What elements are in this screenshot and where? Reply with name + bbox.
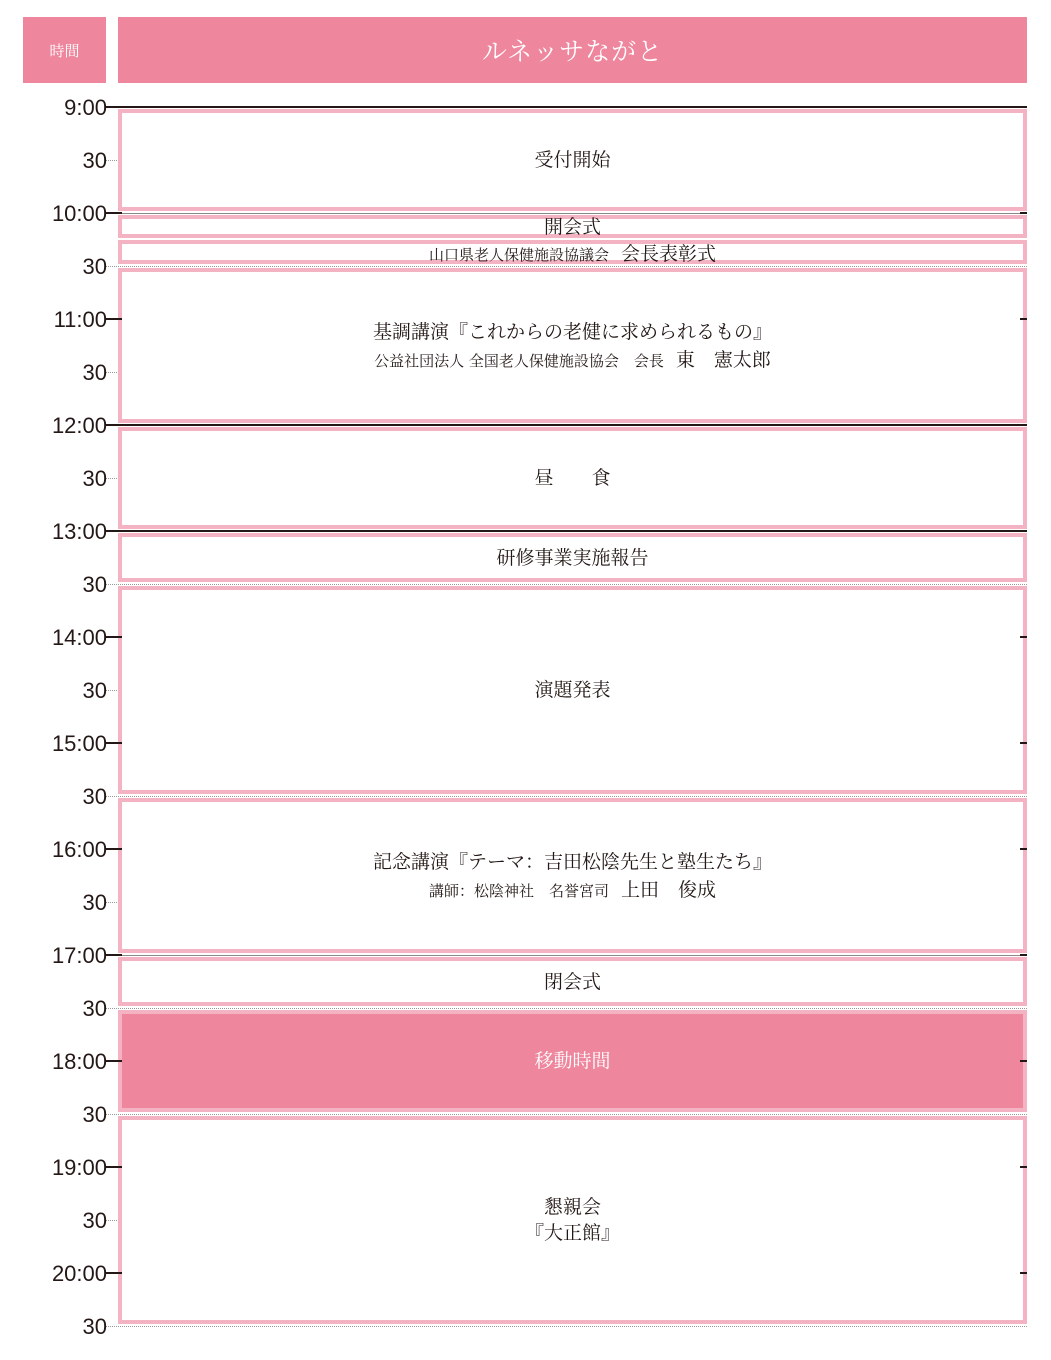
- event-title: 懇親会: [543, 1196, 601, 1218]
- event-reception: [118, 109, 1027, 211]
- event-keynote-lecture: [118, 268, 1027, 423]
- time-label: 17:00: [51, 943, 107, 968]
- hour-tick: [1020, 1060, 1027, 1062]
- event-social-party: [118, 1116, 1027, 1324]
- hour-tick: [1020, 318, 1027, 320]
- venue-header: ルネッサながと: [118, 17, 1027, 83]
- event-memorial-lecture: [118, 798, 1027, 953]
- hour-tick: [105, 848, 122, 850]
- hour-tick: [105, 742, 122, 744]
- grid-line: [105, 266, 1027, 267]
- event-award-ceremony: [118, 240, 1027, 264]
- hour-tick: [105, 212, 122, 214]
- event-org: 山口県老人保健施設協議会: [428, 245, 609, 264]
- time-label: 30: [82, 890, 107, 915]
- time-label: 15:00: [51, 731, 107, 756]
- time-label: 16:00: [51, 837, 107, 862]
- speaker-org: 公益社団法人 全国老人保健施設協会 会長: [374, 352, 664, 370]
- hour-tick: [1020, 636, 1027, 638]
- time-label: 13:00: [51, 519, 107, 544]
- event-title: 演題発表: [534, 679, 611, 701]
- hour-tick: [1020, 954, 1027, 956]
- event-lunch: [118, 427, 1027, 529]
- hour-tick: [105, 636, 122, 638]
- time-label: 30: [82, 784, 107, 809]
- grid-line: [105, 584, 1027, 585]
- hour-tick: [105, 530, 1027, 532]
- time-label: 30: [82, 466, 107, 491]
- event-opening-ceremony: [118, 215, 1027, 238]
- event-title: 昼 食: [534, 467, 611, 489]
- grid-line: [105, 1008, 1027, 1009]
- hour-tick: [1020, 1272, 1027, 1274]
- time-label: 20:00: [51, 1261, 107, 1286]
- time-label: 30: [82, 1208, 107, 1233]
- hour-tick: [105, 1272, 122, 1274]
- speaker-org: 講師：松陰神社 名誉宮司: [428, 882, 609, 900]
- time-label: 18:00: [51, 1049, 107, 1074]
- event-title: 受付開始: [534, 149, 611, 171]
- time-label: 30: [82, 1102, 107, 1127]
- time-label: 30: [82, 996, 107, 1021]
- time-label: 30: [82, 254, 107, 279]
- speaker-name: 東 憲太郎: [675, 349, 771, 371]
- event-title: 記念講演『テーマ：吉田松陰先生と塾生たち』: [372, 851, 772, 873]
- time-label: 19:00: [51, 1155, 107, 1180]
- time-label: 30: [82, 678, 107, 703]
- time-label: 30: [82, 360, 107, 385]
- hour-tick: [105, 1166, 122, 1168]
- hour-tick: [105, 954, 122, 956]
- event-venue: 『大正館』: [524, 1222, 620, 1244]
- hour-tick: [1020, 212, 1027, 214]
- hour-tick: [105, 318, 122, 320]
- event-title: 基調講演『これからの老健に求められるもの』: [372, 321, 772, 343]
- event-title: 閉会式: [543, 970, 601, 993]
- grid-line: [105, 1326, 1027, 1327]
- grid-line: [105, 796, 1027, 797]
- hour-tick: [105, 1060, 122, 1062]
- grid-line: [105, 955, 1027, 956]
- time-label: 14:00: [51, 625, 107, 650]
- time-label: 12:00: [51, 413, 107, 438]
- hour-tick: [1020, 1166, 1027, 1168]
- event-presentations: [118, 586, 1027, 794]
- time-label: 9:00: [64, 95, 107, 120]
- hour-tick: [1020, 742, 1027, 744]
- hour-tick: [105, 106, 1027, 108]
- event-title: 移動時間: [534, 1050, 611, 1072]
- hour-tick: [105, 424, 1027, 426]
- time-label: 11:00: [53, 307, 107, 332]
- event-training-report: [118, 533, 1027, 582]
- grid-line: [105, 1114, 1027, 1115]
- time-label: 30: [82, 148, 107, 173]
- time-label: 30: [82, 572, 107, 597]
- time-column-header: 時間: [23, 17, 106, 83]
- event-travel-time: [118, 1010, 1027, 1112]
- event-closing-ceremony: [118, 957, 1027, 1006]
- event-title: 会長表彰式: [621, 242, 717, 265]
- time-label: 10:00: [51, 201, 107, 226]
- event-title: 開会式: [543, 215, 601, 238]
- hour-tick: [1020, 848, 1027, 850]
- event-title: 研修事業実施報告: [496, 546, 649, 569]
- speaker-name: 上田 俊成: [621, 879, 717, 901]
- time-label: 30: [82, 1314, 107, 1339]
